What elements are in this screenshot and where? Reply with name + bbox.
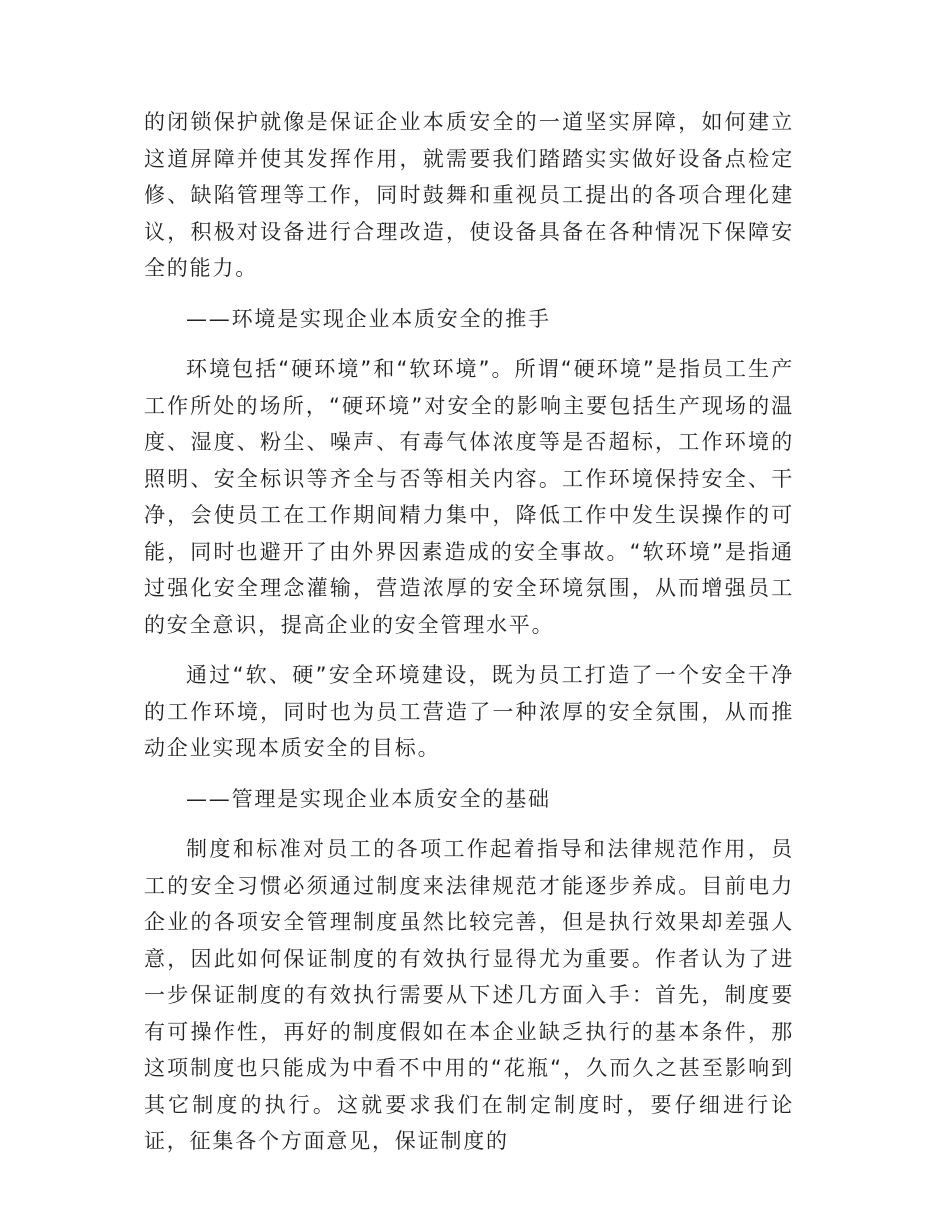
- body-paragraph-1: 的闭锁保护就像是保证企业本质安全的一道坚实屏障，如何建立这道屏障并使其发挥作用，就需要我们踏踏实实做好设备点检定修、缺陷管理等工作，同时鼓舞和重视员工提出的各项合理化建议，积极对设备进行合理改造，使设备具备在各种情况下保障安全的能力。: [144, 110, 794, 280]
- document-page: [144, 104, 794, 1174]
- body-paragraph-2: 环境包括“硬环境”和“软环境”。所谓“硬环境”是指员工生产工作所处的场所，“硬环境”对安全的影响主要包括生产现场的温度、湿度、粉尘、噪声、有毒气体浓度等是否超标，工作环境的照明、安全标识等齐全与否等相关内容。工作环境保持安全、干净，会使员工在工作期间精力集中，降低工作中发生误操作的可能，同时也避开了由外界因素造成的安全事故。“软环境”是指通过强化安全理念灌输，营造浓厚的安全环境氛围，从而增强员工的安全意识，提高企业的安全管理水平。: [144, 357, 794, 637]
- body-paragraph-3: 通过“软、硬”安全环境建设，既为员工打造了一个安全干净的工作环境，同时也为员工营造了一种浓厚的安全氛围，从而推动企业实现本质安全的目标。: [144, 663, 794, 760]
- section-heading-management: ——管理是实现企业本质安全的基础: [186, 786, 551, 811]
- body-paragraph-4: 制度和标准对员工的各项工作起着指导和法律规范作用，员工的安全习惯必须通过制度来法律规范才能逐步养成。目前电力企业的各项安全管理制度虽然比较完善，但是执行效果却差强人意，因此如何保证制度的有效执行显得尤为重要。作者认为了进一步保证制度的有效执行需要从下述几方面入手：首先，制度要有可操作性，再好的制度假如在本企业缺乏执行的基本条件，那这项制度也只能成为中看不中用的“花瓶“，久而久之甚至影响到其它制度的执行。这就要求我们在制定制度时，要仔细进行论证，征集各个方面意见，保证制度的: [144, 837, 794, 1153]
- section-heading-environment: ——环境是实现企业本质安全的推手: [186, 306, 551, 331]
